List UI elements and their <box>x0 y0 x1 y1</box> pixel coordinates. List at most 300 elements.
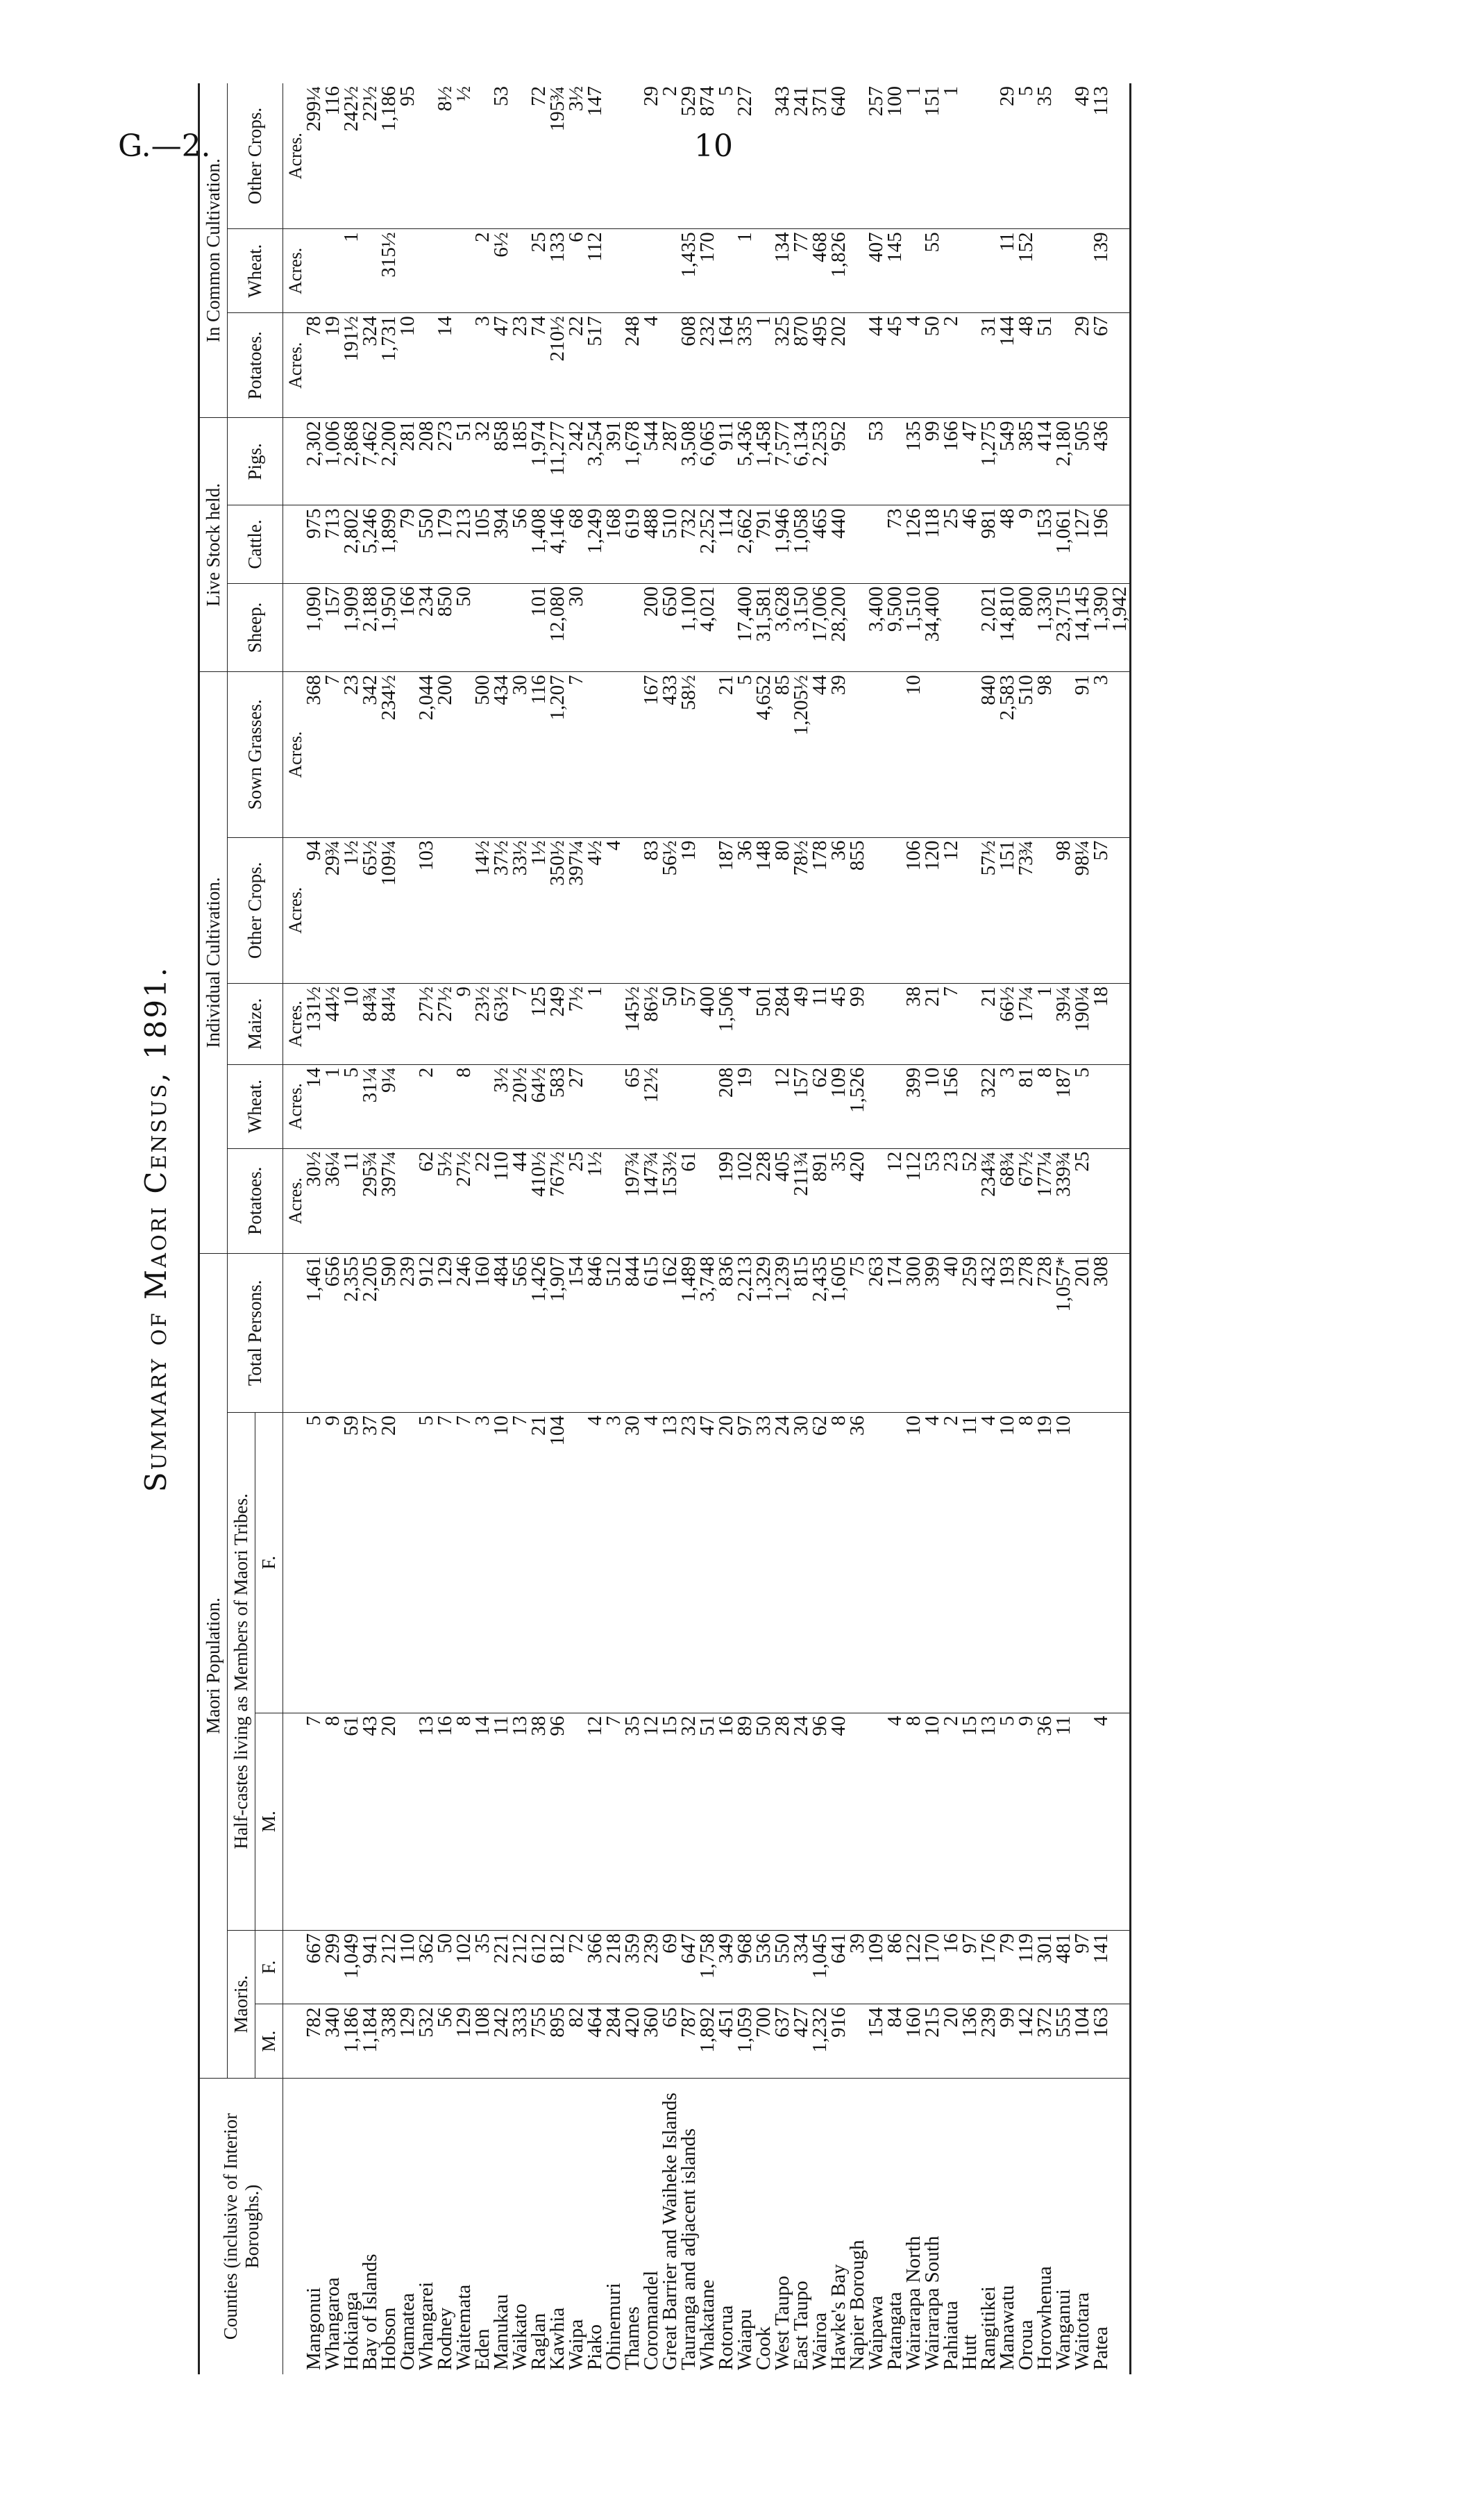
table-row <box>1111 83 1131 2374</box>
table-cell <box>1111 83 1131 229</box>
table-cell: 3,400 <box>867 583 886 671</box>
table-cell: 9,500 <box>886 583 904 671</box>
units-acres: Acres. <box>283 837 305 983</box>
table-row <box>567 83 586 2374</box>
table-cell: 5 <box>1017 83 1036 229</box>
table-cell: 232 <box>698 313 717 418</box>
table-cell <box>436 229 455 313</box>
table-cell: 79 <box>998 1930 1017 2004</box>
table-cell: 52 <box>961 1148 979 1253</box>
table-cell: 96 <box>548 1713 567 1930</box>
county-name: Waiapu <box>734 2309 757 2370</box>
county-name: Patea <box>1090 2326 1113 2370</box>
table-cell <box>436 837 455 983</box>
table-cell: 80 <box>773 837 792 983</box>
table-cell: 1,184 <box>361 2004 380 2079</box>
table-cell: 713 <box>323 505 342 583</box>
table-cell <box>1111 1253 1131 1412</box>
table-cell <box>867 1713 886 1930</box>
table-cell: 916 <box>829 2004 848 2079</box>
table-cell: 11 <box>1054 1713 1073 1930</box>
table-cell: 7 <box>436 1413 455 1713</box>
table-cell: 50 <box>923 313 942 418</box>
table-row <box>923 83 942 2374</box>
table-cell: 7,462 <box>361 418 380 505</box>
table-cell: 151 <box>923 83 942 229</box>
table-cell: 1,489 <box>680 1253 698 1412</box>
table-cell: 56 <box>436 2004 455 2079</box>
table-cell: 850 <box>436 583 455 671</box>
units-acres: Acres. <box>283 313 305 418</box>
table-cell: 500 <box>473 672 492 837</box>
table-cell: 36 <box>829 837 848 983</box>
table-cell: 619 <box>623 505 642 583</box>
table-cell <box>1054 83 1073 229</box>
table-cell: 7 <box>605 1713 623 1930</box>
table-cell: 451 <box>717 2004 736 2079</box>
table-cell: 99 <box>998 2004 1017 2079</box>
table-cell: 122 <box>904 1930 923 2004</box>
table-cell: 50 <box>455 583 473 671</box>
table-cell: 131½ <box>305 984 323 1065</box>
table-cell: 234 <box>417 583 436 671</box>
table-cell: 315½ <box>380 229 398 313</box>
table-cell <box>398 672 417 837</box>
table-cell: 640 <box>829 83 848 229</box>
table-cell: 4 <box>736 984 754 1065</box>
table-cell <box>473 1064 492 1148</box>
table-cell: 239 <box>398 1253 417 1412</box>
table-cell: 174 <box>886 1253 904 1412</box>
table-cell: 99 <box>848 984 867 1065</box>
table-cell: 874 <box>698 83 717 229</box>
table-cell: 164 <box>717 313 736 418</box>
table-cell: 2 <box>942 1713 961 1930</box>
table-cell: 58½ <box>680 672 698 837</box>
table-cell: 30 <box>792 1413 811 1713</box>
table-cell: 201 <box>1073 1253 1092 1412</box>
table-cell: 8 <box>829 1413 848 1713</box>
table-cell <box>455 229 473 313</box>
table-cell: 11 <box>998 229 1017 313</box>
table-cell: 4 <box>1092 1713 1111 1930</box>
table-cell: 1,100 <box>680 583 698 671</box>
col-cattle: Cattle. <box>228 505 283 583</box>
table-cell <box>398 229 417 313</box>
table-cell: 8 <box>323 1713 342 1930</box>
table-cell: 136 <box>961 2004 979 2079</box>
table-cell: 35 <box>473 1930 492 2004</box>
table-cell: 105 <box>473 505 492 583</box>
table-cell <box>886 984 904 1065</box>
table-cell: 112 <box>586 229 605 313</box>
table-cell <box>1111 313 1131 418</box>
col-sheep: Sheep. <box>228 583 283 671</box>
table-cell <box>886 672 904 837</box>
table-cell: 68 <box>567 505 586 583</box>
table-cell: 67½ <box>1017 1148 1036 1253</box>
table-cell: 56½ <box>661 837 680 983</box>
table-cell <box>1111 1413 1131 1713</box>
table-row <box>548 83 567 2374</box>
table-cell: 25 <box>530 229 548 313</box>
table-cell: 536 <box>754 1930 773 2004</box>
table-cell: 153 <box>1036 505 1054 583</box>
table-cell: 102 <box>736 1148 754 1253</box>
table-cell: 35 <box>1036 83 1054 229</box>
table-cell: 16 <box>942 1930 961 2004</box>
table-cell <box>886 1413 904 1713</box>
group-maori-population: Maori Population. <box>199 1253 228 2078</box>
table-cell: 144 <box>998 313 1017 418</box>
table-cell: 1,605 <box>829 1253 848 1412</box>
table-cell <box>867 1413 886 1713</box>
table-cell: 249 <box>548 984 567 1065</box>
units-acres: Acres. <box>283 984 305 1065</box>
table-cell <box>1054 229 1073 313</box>
table-cell: 212 <box>380 1930 398 2004</box>
table-cell: 77 <box>792 229 811 313</box>
table-cell: 200 <box>436 672 455 837</box>
table-cell: 343 <box>773 83 792 229</box>
table-cell: 1,049 <box>342 1930 361 2004</box>
table-cell: 308 <box>1092 1253 1111 1412</box>
col-pigs: Pigs. <box>228 418 283 505</box>
county-name: Whangarei <box>415 2281 438 2370</box>
table-cell: 10 <box>492 1413 511 1713</box>
table-cell: 755 <box>530 2004 548 2079</box>
table-cell: 397¼ <box>380 1148 398 1253</box>
table-row <box>829 83 848 2374</box>
table-cell: 25 <box>1073 1148 1092 1253</box>
table-cell: 12 <box>886 1148 904 1253</box>
units-acres: Acres. <box>283 1148 305 1253</box>
table-cell: 39¼ <box>1054 984 1073 1065</box>
table-cell: 211¾ <box>792 1148 811 1253</box>
table-cell: 38 <box>904 984 923 1065</box>
table-cell <box>698 1148 717 1253</box>
table-cell: 246 <box>455 1253 473 1412</box>
table-cell: 84¾ <box>361 984 380 1065</box>
table-cell <box>661 1064 680 1148</box>
table-cell <box>605 313 623 418</box>
table-row <box>342 83 361 2374</box>
col-maoris-f: F. <box>255 1930 283 2004</box>
table-cell <box>473 583 492 671</box>
table-cell: 62 <box>811 1064 829 1148</box>
table-cell: 242 <box>567 418 586 505</box>
table-cell: 50 <box>436 1930 455 2004</box>
table-cell: 322 <box>979 1064 998 1148</box>
table-cell <box>848 583 867 671</box>
table-cell <box>398 984 417 1065</box>
table-cell: 147¾ <box>642 1148 661 1253</box>
table-cell: 4 <box>923 1413 942 1713</box>
table-cell <box>1036 229 1054 313</box>
table-cell: 38 <box>530 1713 548 1930</box>
table-cell: 4 <box>642 313 661 418</box>
table-cell: 142 <box>1017 2004 1036 2079</box>
table-cell <box>698 837 717 983</box>
col-maoris-m: M. <box>255 2004 283 2079</box>
table-cell: 5 <box>1073 1064 1092 1148</box>
table-row <box>642 83 661 2374</box>
table-cell: 7 <box>455 1413 473 1713</box>
table-cell: 465 <box>811 505 829 583</box>
table-cell: 234¾ <box>979 1148 998 1253</box>
table-cell <box>1111 1713 1131 1930</box>
table-cell: 208 <box>717 1064 736 1148</box>
table-cell: 167 <box>642 672 661 837</box>
table-cell <box>586 1064 605 1148</box>
table-cell: 86 <box>886 1930 904 2004</box>
table-cell: 2,435 <box>811 1253 829 1412</box>
table-cell: 43 <box>361 1713 380 1930</box>
table-cell: 815 <box>792 1253 811 1412</box>
table-cell: 4 <box>904 313 923 418</box>
table-cell <box>886 418 904 505</box>
table-row <box>1073 83 1092 2374</box>
table-cell: 501 <box>754 984 773 1065</box>
col-ind-maize: Maize. <box>228 984 283 1065</box>
table-cell: 46 <box>961 505 979 583</box>
table-cell: 65 <box>623 1064 642 1148</box>
table-cell: 78½ <box>792 837 811 983</box>
table-cell <box>398 837 417 983</box>
county-name: Hutt <box>959 2334 981 2370</box>
county-name: Pahiatua <box>940 2301 963 2370</box>
table-cell: 110 <box>492 1148 511 1253</box>
table-cell <box>886 837 904 983</box>
col-com-other-crops: Other Crops. <box>228 83 283 229</box>
table-cell: 325 <box>773 313 792 418</box>
table-cell <box>754 1064 773 1148</box>
table-cell: 767½ <box>548 1148 567 1253</box>
table-cell: 47 <box>961 418 979 505</box>
table-row <box>979 83 998 2374</box>
table-cell <box>754 83 773 229</box>
table-cell: 36 <box>1036 1713 1054 1930</box>
table-cell: 135 <box>904 418 923 505</box>
table-cell: 1,006 <box>323 418 342 505</box>
table-cell: 339¾ <box>1054 1148 1073 1253</box>
table-row <box>773 83 792 2374</box>
county-name: Tauranga and adjacent islands <box>677 2128 700 2370</box>
table-cell: 505 <box>1073 418 1092 505</box>
table-cell: 126 <box>904 505 923 583</box>
table-cell: 1,678 <box>623 418 642 505</box>
county-name: Waikato <box>509 2304 532 2370</box>
table-cell: 1 <box>754 313 773 418</box>
table-cell: 19 <box>680 837 698 983</box>
county-name: Whangaroa <box>321 2277 344 2370</box>
table-cell: 5 <box>998 1713 1017 1930</box>
table-cell: 2,868 <box>342 418 361 505</box>
table-cell: 1,239 <box>773 1253 792 1412</box>
table-cell: 129 <box>436 1253 455 1412</box>
table-cell: 187 <box>1054 1064 1073 1148</box>
table-cell <box>1073 1413 1092 1713</box>
table-cell: 1½ <box>530 837 548 983</box>
table-cell: 517 <box>586 313 605 418</box>
table-cell: 199 <box>717 1148 736 1253</box>
table-cell: 4½ <box>586 837 605 983</box>
county-name: Waitemata <box>453 2284 475 2370</box>
table-cell: 187 <box>717 837 736 983</box>
table-cell: 44½ <box>323 984 342 1065</box>
table-cell <box>1111 1930 1131 2004</box>
table-cell: 57½ <box>979 837 998 983</box>
table-cell: 10 <box>998 1413 1017 1713</box>
table-cell: 147 <box>586 83 605 229</box>
table-cell: 197¾ <box>623 1148 642 1253</box>
county-name: Thames <box>621 2306 644 2370</box>
table-row <box>998 83 1017 2374</box>
table-cell: 34,400 <box>923 583 942 671</box>
table-cell <box>605 83 623 229</box>
table-cell: 154 <box>567 1253 586 1412</box>
table-cell <box>848 83 867 229</box>
table-cell <box>848 313 867 418</box>
county-name: Waipa <box>565 2319 588 2370</box>
table-cell <box>642 229 661 313</box>
table-cell <box>942 583 961 671</box>
table-cell: 193 <box>998 1253 1017 1412</box>
table-cell: 6½ <box>492 229 511 313</box>
units-acres: Acres. <box>283 672 305 837</box>
table-cell: 97 <box>961 1930 979 2004</box>
table-cell: 3,628 <box>773 583 792 671</box>
table-cell: 1,506 <box>717 984 736 1065</box>
table-cell: 981 <box>979 505 998 583</box>
table-cell: 12,080 <box>548 583 567 671</box>
table-cell: 2,252 <box>698 505 717 583</box>
table-cell <box>605 672 623 837</box>
table-cell: 17,400 <box>736 583 754 671</box>
table-row <box>398 83 417 2374</box>
table-cell: 1 <box>1036 984 1054 1065</box>
table-cell: 8 <box>455 1713 473 1930</box>
county-name: Raglan <box>528 2313 550 2370</box>
table-cell: 114 <box>717 505 736 583</box>
table-cell: 97 <box>1073 1930 1092 2004</box>
table-cell: 4,652 <box>754 672 773 837</box>
table-cell: 32 <box>680 1713 698 1930</box>
table-cell: 10 <box>904 1413 923 1713</box>
table-cell: 414 <box>1036 418 1054 505</box>
table-cell: 399 <box>904 1064 923 1148</box>
table-cell: 21 <box>717 672 736 837</box>
table-cell: 50 <box>661 984 680 1065</box>
col-half-f: F. <box>255 1413 283 1713</box>
table-row <box>473 83 492 2374</box>
table-cell <box>661 229 680 313</box>
table-cell: 248 <box>623 313 642 418</box>
group-live-stock: Live Stock held. <box>199 418 228 672</box>
table-cell: 8½ <box>436 83 455 229</box>
table-cell: 20 <box>380 1713 398 1930</box>
table-cell: 400 <box>698 984 717 1065</box>
table-cell: 127 <box>1073 505 1092 583</box>
table-cell: 116 <box>323 83 342 229</box>
table-cell: 157 <box>792 1064 811 1148</box>
table-cell <box>623 837 642 983</box>
table-cell: 433 <box>661 672 680 837</box>
table-cell: 259 <box>961 1253 979 1412</box>
table-cell: 19 <box>1036 1413 1054 1713</box>
table-cell: 81 <box>1017 1064 1036 1148</box>
table-cell: 366 <box>586 1930 605 2004</box>
table-cell <box>398 1148 417 1253</box>
table-cell: 510 <box>661 505 680 583</box>
table-cell: 1,205½ <box>792 672 811 837</box>
table-cell: 2,180 <box>1054 418 1073 505</box>
col-total-persons: Total Persons. <box>228 1253 283 1412</box>
table-cell: 44 <box>511 1148 530 1253</box>
table-cell: 35 <box>623 1713 642 1930</box>
table-cell <box>455 837 473 983</box>
table-cell: 9 <box>1017 505 1036 583</box>
table-cell: 1,458 <box>754 418 773 505</box>
table-cell <box>623 672 642 837</box>
table-cell: 12½ <box>642 1064 661 1148</box>
table-cell: 29 <box>642 83 661 229</box>
table-cell <box>979 83 998 229</box>
table-title: Summary of Maori Census, 1891. <box>139 965 173 1493</box>
table-row <box>942 83 961 2374</box>
table-body <box>283 83 1131 2374</box>
table-cell <box>848 418 867 505</box>
table-cell: 1,390 <box>1092 583 1111 671</box>
table-cell: 2,802 <box>342 505 361 583</box>
table-cell: 432 <box>979 1253 998 1412</box>
table-cell <box>904 229 923 313</box>
group-common-cultivation: In Common Cultivation. <box>199 83 228 418</box>
table-cell: 48 <box>998 505 1017 583</box>
table-cell: 3,150 <box>792 583 811 671</box>
table-cell <box>1111 229 1131 313</box>
table-cell: 895 <box>548 2004 567 2079</box>
table-cell: 57 <box>680 984 698 1065</box>
table-cell: 24 <box>773 1413 792 1713</box>
table-cell: 4 <box>586 1413 605 1713</box>
table-cell: 14 <box>436 313 455 418</box>
table-cell: 36 <box>736 837 754 983</box>
table-cell: 72 <box>530 83 548 229</box>
table-cell <box>1073 1713 1092 1930</box>
county-name: Wairarapa South <box>921 2235 944 2370</box>
table-cell: 13 <box>661 1413 680 1713</box>
table-cell: 855 <box>848 837 867 983</box>
table-cell: 1,045 <box>811 1930 829 2004</box>
table-cell: 10 <box>342 984 361 1065</box>
table-cell: 239 <box>642 1930 661 2004</box>
census-table <box>198 83 1131 2374</box>
table-cell: 82 <box>567 2004 586 2079</box>
table-cell: 47 <box>698 1413 717 1713</box>
table-cell: 30 <box>623 1413 642 1713</box>
table-cell: 510 <box>1017 672 1036 837</box>
table-cell: 69 <box>661 1930 680 2004</box>
table-cell: 241 <box>792 83 811 229</box>
table-cell: 912 <box>417 1253 436 1412</box>
table-cell <box>961 837 979 983</box>
table-cell <box>1111 505 1131 583</box>
table-cell: 98 <box>1054 837 1073 983</box>
table-cell: 47 <box>492 313 511 418</box>
table-cell: 281 <box>398 418 417 505</box>
table-cell: 20 <box>717 1413 736 1713</box>
